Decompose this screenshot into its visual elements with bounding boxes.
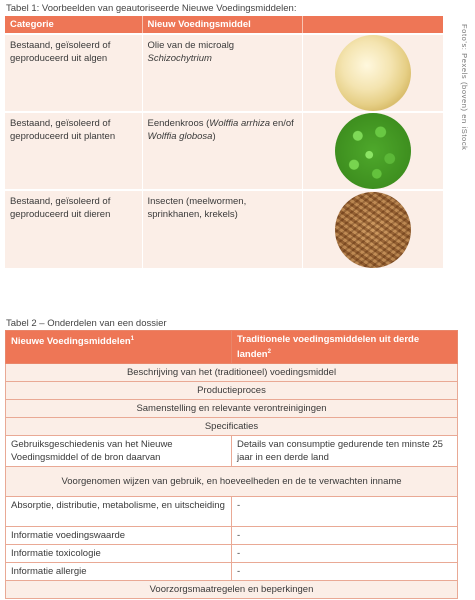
composition-cell: Samenstelling en relevante verontreinigingen [6, 400, 458, 418]
table1-row-animals [5, 190, 443, 268]
table1-caption: Tabel 1: Voorbeelden van geautoriseerde Nieuwe Voedingsmiddelen: [6, 3, 297, 14]
table2-row [6, 545, 458, 563]
table2-row [6, 418, 458, 436]
table2-header-novel-foods [6, 331, 232, 364]
description-cell: Beschrijving van het (traditioneel) voedingsmiddel [6, 364, 458, 382]
nutrition-info-cell: Informatie voedingswaarde [6, 527, 232, 545]
table2-row [6, 400, 458, 418]
food-tail: ) [212, 131, 216, 142]
consumption-details-cell: Details van consumptie gedurende ten minste 25 jaar in een derde land [232, 436, 458, 467]
category-cell: Bestaand, geïsoleerd of geproduceerd uit dieren [5, 190, 142, 268]
table2-row [6, 364, 458, 382]
header-label: Nieuwe Voedingsmiddelen [11, 336, 131, 348]
table1-header-category: Categorie [5, 16, 142, 34]
novel-food-cell [142, 112, 302, 190]
image-cell [302, 190, 443, 268]
production-process-cell: Productieproces [6, 382, 458, 400]
table2-header-traditional-foods [232, 331, 458, 364]
photo-credit: Foto's: Pexels (boven) en iStock [460, 24, 469, 151]
table2-row [6, 581, 458, 599]
image-cell [302, 34, 443, 112]
nutrition-value-cell: - [232, 527, 458, 545]
dossier-components-table [5, 330, 458, 599]
table1-header-novel-food: Nieuw Voedingsmiddel [142, 16, 302, 34]
history-of-use-cell: Gebruiksgeschiedenis van het Nieuwe Voedingsmiddel of de bron daarvan [6, 436, 232, 467]
algae-oil-photo [335, 35, 411, 111]
table2-row [6, 382, 458, 400]
novel-food-cell [142, 34, 302, 112]
adme-cell: Absorptie, distributie, metabolisme, en uitscheiding [6, 497, 232, 527]
authorized-novel-foods-table [5, 16, 443, 268]
toxicology-info-cell: Informatie toxicologie [6, 545, 232, 563]
novel-food-cell: Insecten (meelwormen, sprinkhanen, krekels) [142, 190, 302, 268]
image-cell [302, 112, 443, 190]
table2-row [6, 527, 458, 545]
table1-header-row [5, 16, 443, 34]
toxicology-value-cell: - [232, 545, 458, 563]
precautions-cell: Voorzorgsmaatregelen en beperkingen [6, 581, 458, 599]
table2-row [6, 467, 458, 497]
header-label: Traditionele voedingsmiddelen uit derde landen [237, 334, 420, 361]
duckweed-photo [335, 113, 411, 189]
category-cell: Bestaand, geïsoleerd of geproduceerd uit algen [5, 34, 142, 112]
table1-header-image [302, 16, 443, 34]
species-name: Wolffia globosa [147, 131, 213, 142]
table2-row [6, 497, 458, 527]
food-name: Eendenkroos ( [147, 118, 210, 129]
allergy-info-cell: Informatie allergie [6, 563, 232, 581]
footnote-marker: 1 [130, 336, 134, 342]
table2-header-row [6, 331, 458, 364]
table1-row-algae [5, 34, 443, 112]
species-name: Wolffia arrhiza [209, 118, 271, 129]
food-name: Olie van de microalg [147, 40, 235, 51]
specifications-cell: Specificaties [6, 418, 458, 436]
insects-photo [335, 192, 411, 268]
footnote-marker: 2 [267, 349, 271, 355]
adme-value-cell: - [232, 497, 458, 527]
food-connector: en/of [270, 118, 294, 129]
category-cell: Bestaand, geïsoleerd of geproduceerd uit planten [5, 112, 142, 190]
table2-row [6, 436, 458, 467]
table1-row-plants [5, 112, 443, 190]
intended-use-cell: Voorgenomen wijzen van gebruik, en hoeveelheden en de te verwachten inname [6, 467, 458, 497]
species-name: Schizochytrium [147, 53, 212, 64]
table2-row [6, 563, 458, 581]
table2-caption: Tabel 2 – Onderdelen van een dossier [6, 318, 167, 329]
allergy-value-cell: - [232, 563, 458, 581]
